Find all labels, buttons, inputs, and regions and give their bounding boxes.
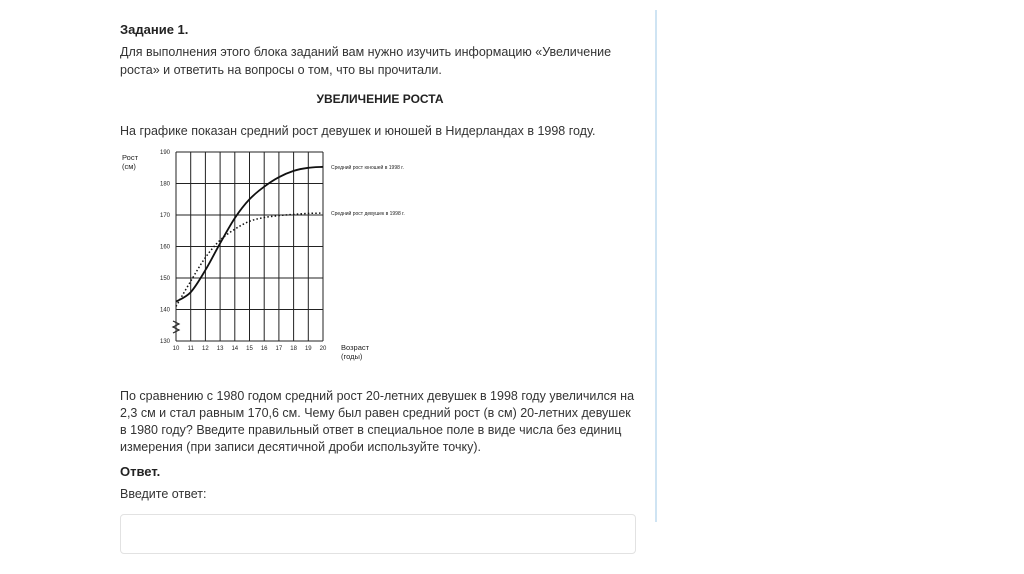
x-axis-label: Возраст: [341, 343, 370, 352]
y-tick-label: 180: [159, 181, 170, 188]
y-tick-label: 160: [159, 244, 170, 251]
y-tick-label: 190: [159, 150, 170, 156]
growth-chart-svg: [120, 145, 450, 370]
x-tick-label: 10: [172, 346, 180, 352]
answer-prompt: Введите ответ:: [120, 487, 207, 501]
x-tick-label: 12: [202, 346, 209, 352]
x-tick-label: 16: [260, 346, 268, 352]
task-intro: Для выполнения этого блока заданий вам нужно изучить информацию «Увеличение роста» и ответить на вопросы о том, что вы прочитали.: [120, 45, 612, 77]
x-tick-label: 20: [319, 346, 327, 352]
x-axis-label-unit: (годы): [341, 352, 363, 361]
series-label-boys: Средний рост юношей в 1998 г.: [331, 164, 404, 171]
x-tick-label: 19: [304, 346, 312, 352]
graph-caption: На графике показан средний рост девушек и юношей в Нидерландах в 1998 году.: [120, 124, 596, 138]
series-label-girls: Средний рост девушек в 1998 г.: [331, 211, 405, 218]
answer-input[interactable]: [120, 514, 636, 554]
x-tick-label: 14: [231, 346, 239, 352]
content-divider: [655, 10, 657, 522]
y-tick-label: 170: [159, 213, 170, 219]
y-tick-label: 130: [159, 339, 170, 345]
x-tick-label: 17: [275, 346, 283, 352]
answer-label: Ответ.: [120, 464, 161, 479]
x-tick-label: 11: [187, 346, 194, 352]
y-axis-label: Рост: [122, 153, 139, 162]
section-title: УВЕЛИЧЕНИЕ РОСТА: [316, 92, 444, 106]
growth-chart: [120, 145, 450, 375]
y-tick-label: 150: [159, 276, 170, 282]
question-text: По сравнению с 1980 годом средний рост 20-летних девушек в 1998 году увеличился на 2,3 см и стал равным 170,6 см. Чему был равен средний рост (в см) 20-летних девушек в 1980 году? Введите правильный ответ в специальное поле в виде числа без единиц измерения (при записи десятичной дроби используйте точку).: [120, 389, 635, 454]
x-tick-label: 15: [246, 346, 253, 352]
x-tick-label: 13: [216, 346, 224, 352]
y-axis-label-unit: (см): [122, 162, 136, 171]
x-tick-label: 18: [290, 346, 297, 352]
y-tick-label: 140: [159, 307, 170, 314]
task-title: Задание 1.: [120, 22, 189, 37]
